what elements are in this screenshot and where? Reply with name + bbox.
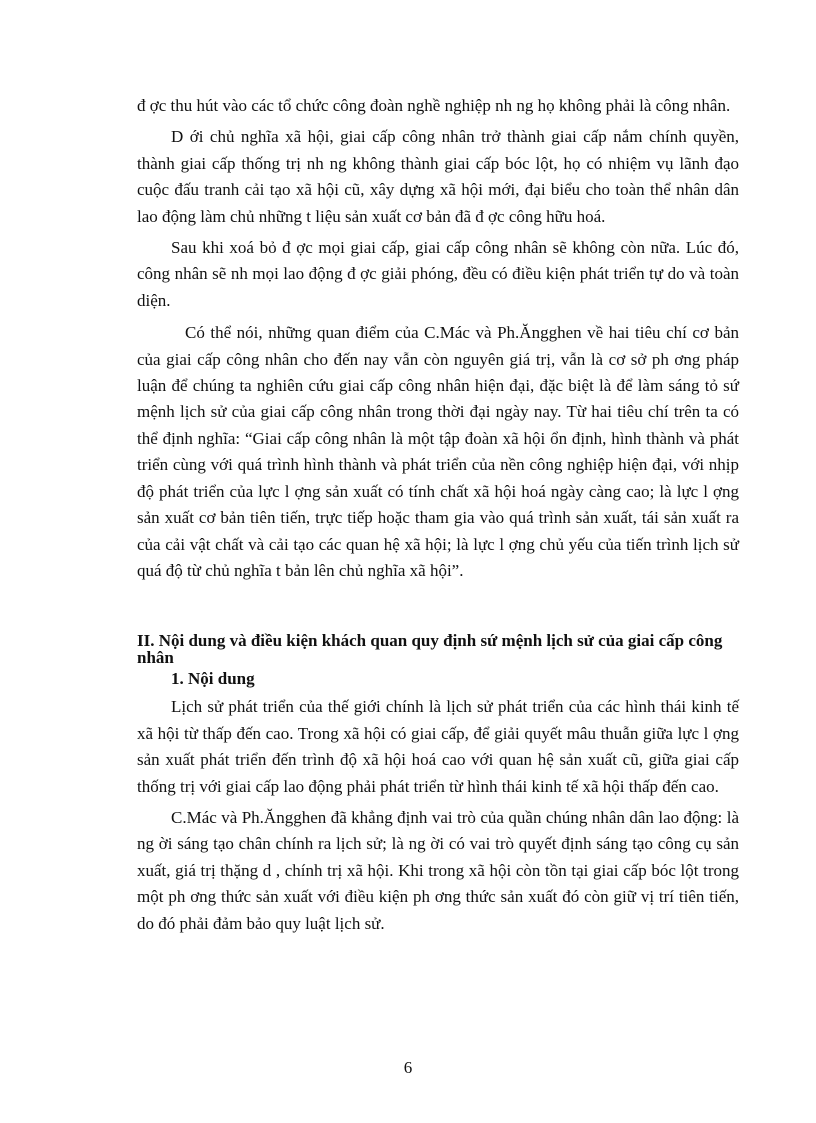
- section-heading: II. Nội dung và điều kiện khách quan quy định sứ mệnh lịch sử của giai cấp công nhân: [137, 631, 723, 668]
- paragraph-definition: Có thể nói, những quan điểm của C.Mác và Ph.Ăngghen về hai tiêu chí cơ bản của giai cấp công nhân cho đến nay vẫn còn nguyên giá trị, vẫn là cơ sở ph ơng pháp luận để chúng ta nghiên cứu giai cấp công nhân hiện đại, đặc biệt là để làm sáng tỏ sứ mệnh lịch sử của giai cấp công nhân trong thời đại ngày nay. Từ hai tiêu chí trên ta có thể định nghĩa: “Giai cấp công nhân là một tập đoàn xã hội ổn định, hình thành và phát triển cùng với quá trình hình thành và phát triển của nền công nghiệp hiện đại, với nhịp độ phát triển của lực l ợng sản xuất có tính chất xã hội hoá ngày càng cao; là lực l ợng sản xuất cơ bản tiên tiến, trực tiếp hoặc tham gia vào quá trình sản xuất, tái sản xuất ra của cải vật chất và cải tạo các quan hệ xã hội; là lực l ợng chủ yếu của tiến trình lịch sử quá độ từ chủ nghĩa t bản lên chủ nghĩa xã hội”.: [137, 323, 739, 580]
- page-number: 6: [403, 1058, 413, 1077]
- paragraph-continuation: đ ợc thu hút vào các tổ chức công đoàn nghề nghiệp nh ng họ không phải là công nhân.: [137, 96, 731, 115]
- paragraph-masses: C.Mác và Ph.Ăngghen đã khẳng định vai trò của quần chúng nhân dân lao động: là ng ời sáng tạo chân chính ra lịch sử; là ng ời có vai trò quyết định sáng tạo công cụ sản xuất, giá trị thặng d , chính trị xã hội. Khi trong xã hội còn tồn tại giai cấp bóc lột trong một ph ơng thức sản xuất với điều kiện ph ơng thức sản xuất đó còn giữ vị trí tiên tiến, do đó phải đảm bảo quy luật lịch sử.: [137, 807, 739, 933]
- paragraph-class-abolition: Sau khi xoá bỏ đ ợc mọi giai cấp, giai cấp công nhân sẽ không còn nữa. Lúc đó, công nhân sẽ nh mọi lao động đ ợc giải phóng, đều có điều kiện phát triển tự do và toàn diện.: [137, 238, 739, 310]
- subsection-heading: 1. Nội dung: [171, 669, 255, 689]
- paragraph-history: Lịch sử phát triển của thế giới chính là lịch sử phát triển của các hình thái kinh tế xã hội từ thấp đến cao. Trong xã hội có giai cấp, để giải quyết mâu thuẫn giữa lực l ợng sản xuất phát triển đến trình độ xã hội hoá cao với quan hệ sản xuất cũ, giữa giai cấp thống trị với giai cấp lao động phải phát triển từ hình thái kinh tế xã hội thấp đến cao.: [137, 697, 739, 796]
- paragraph-socialism: D ới chủ nghĩa xã hội, giai cấp công nhân trở thành giai cấp nắm chính quyền, thành giai cấp thống trị nh ng không thành giai cấp bóc lột, họ có nhiệm vụ lãnh đạo cuộc đấu tranh cải tạo xã hội cũ, xây dựng xã hội mới, đại biểu cho toàn thể nhân dân lao động làm chủ những t liệu sản xuất cơ bản đã đ ợc công hữu hoá.: [137, 127, 739, 226]
- page-body: [137, 93, 739, 937]
